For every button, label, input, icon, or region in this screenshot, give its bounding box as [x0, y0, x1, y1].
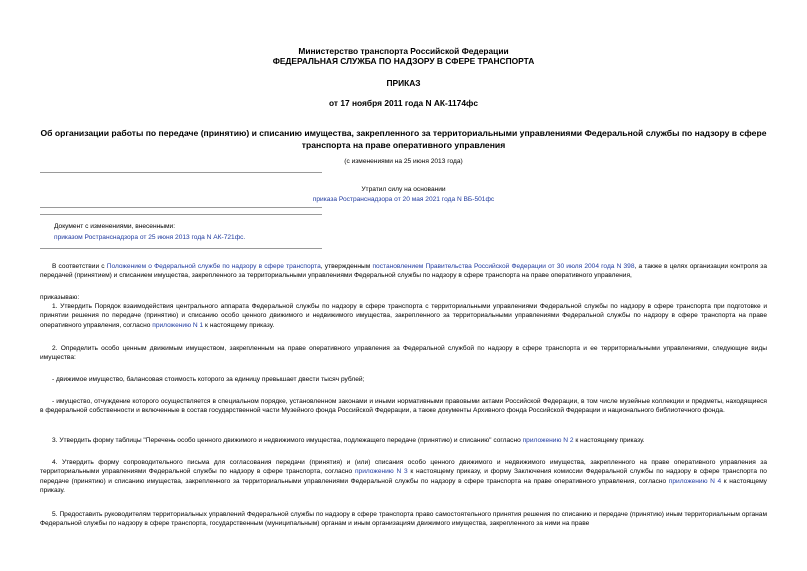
paragraph-text: 3. Утвердить форму таблицы "Перечень особо ценного движимого и недвижимого имущества, подлежащего передаче (принятию) и списанию" согласно	[52, 437, 523, 444]
amending-order-link[interactable]: приказом Ространснадзора от 25 июня 2013 года N АК-721фс.	[54, 234, 246, 241]
appendix-4-link[interactable]: приложению N 4	[668, 477, 722, 485]
document-date-number: от 17 ноября 2011 года N АК-1174фс	[329, 98, 478, 108]
intro-paragraph	[40, 262, 767, 281]
paragraph-4	[40, 458, 767, 496]
changes-label: Документ с изменениями, внесенными:	[54, 223, 176, 230]
paragraph-2: 2. Определить особо ценным движимым имуществом, закрепленным на праве оперативного управления за Федеральной службой по надзору в сфере транспорта и ее территориальными управлениями, следующие виды имущества:	[40, 345, 767, 362]
paragraph-2a: - движимое имущество, балансовая стоимость которого за единицу превышает двести тысяч рублей;	[52, 376, 365, 383]
paragraph-5: 5. Предоставить руководителям территориальных управлений Федеральной службы по надзору в сфере транспорта право самостоятельного принятия решения по списанию и передаче (принятию) иным территориальным органам Федеральной службы по надзору в сфере транспорта, государственным (муниципальным) органам и иным организациям движимого имущества, закрепленного за ними на праве	[40, 511, 767, 528]
document-title: Об организации работы по передаче (принятию) и списанию имущества, закрепленного за территориальными управлениями Федеральной службы по надзору в сфере транспорта на праве оперативного управления	[40, 128, 767, 150]
repeal-order-link[interactable]: приказа Ространснадзора от 20 мая 2021 года N ВБ-501фс	[312, 196, 495, 203]
changes-link-row	[54, 233, 334, 242]
divider	[40, 248, 322, 249]
repeal-label: Утратил силу на основании	[361, 186, 446, 193]
repeal-link-row	[0, 195, 807, 204]
paragraph-text: к настоящему приказу.	[573, 437, 645, 444]
paragraph-text: 4. Утвердить форму сопроводительного письма для согласования передачи (принятия) и (или) списания особо ценного движимого и недвижимого имущества, закрепленного на праве оперативного управления за территориальными управлениями Федеральной службы по надзору в сфере транспорта, согласно	[40, 459, 767, 476]
intro-text: , а также в целях организации контроля за передачей (принятием) и списанием имущества, закрепленного за территориальными управлениями Федеральной службы по надзору в сфере транспорта на праве оперативного управления,	[40, 263, 767, 280]
paragraph-text: к настоящему приказу.	[40, 477, 767, 495]
divider	[40, 214, 322, 215]
paragraph-3	[40, 436, 767, 445]
ministry-name: Министерство транспорта Российской Федерации	[298, 46, 509, 56]
regulation-link[interactable]: Положением о Федеральной службе по надзору в сфере транспорта	[106, 263, 321, 270]
appendix-1-link[interactable]: приложению N 1	[152, 321, 204, 329]
order-word: приказываю:	[40, 294, 80, 301]
document-type: ПРИКАЗ	[386, 78, 421, 88]
appendix-3-link[interactable]: приложению N 3	[354, 468, 408, 476]
government-decree-link[interactable]: постановлением Правительства Российской Федерации от 30 июля 2004 года N 398	[372, 263, 635, 270]
divider	[40, 172, 322, 173]
paragraph-text: 1. Утвердить Порядок взаимодействия центрального аппарата Федеральной службы по надзору в сфере транспорта с территориальными управлениями Федеральной службы по надзору в сфере транспорта при подготовке и принятии решения по передаче (принятию) и списанию особо ценного движимого и недвижимого имущества, закрепленного за территориальными управлениями Федеральной службы по надзору в сфере транспорта на праве оперативного управления, согласно	[40, 303, 767, 329]
paragraph-text: к настоящему приказу.	[203, 321, 275, 329]
divider	[40, 207, 322, 208]
service-name: ФЕДЕРАЛЬНАЯ СЛУЖБА ПО НАДЗОРУ В СФЕРЕ ТРАНСПОРТА	[272, 56, 535, 66]
appendix-2-link[interactable]: приложению N 2	[522, 437, 574, 444]
paragraph-2b: - имущество, отчуждение которого осуществляется в специальном порядке, установленном законами и иными нормативными правовыми актами Российской Федерации, в том числе музейные коллекции и предметы, находящиеся в федеральной собственности и включенные в состав государственной части Музейного фонда Российской Федерации, а также документы Архивного фонда Российской Федерации и национального библиотечного фонда.	[40, 398, 767, 415]
intro-text: , утвержденным	[320, 263, 373, 270]
intro-text: В соответствии с	[52, 263, 107, 270]
amended-note: (с изменениями на 25 июня 2013 года)	[344, 158, 463, 165]
paragraph-text: к настоящему приказу, и форму Заключения комиссии Федеральной службы по надзору в сфере транспорта по передаче (принятию) и списанию имущества, закрепленного за территориальными управлениями Федеральной службы по надзору в сфере транспорта на праве оперативного управления, согласно	[40, 468, 767, 485]
paragraph-1	[40, 302, 767, 330]
